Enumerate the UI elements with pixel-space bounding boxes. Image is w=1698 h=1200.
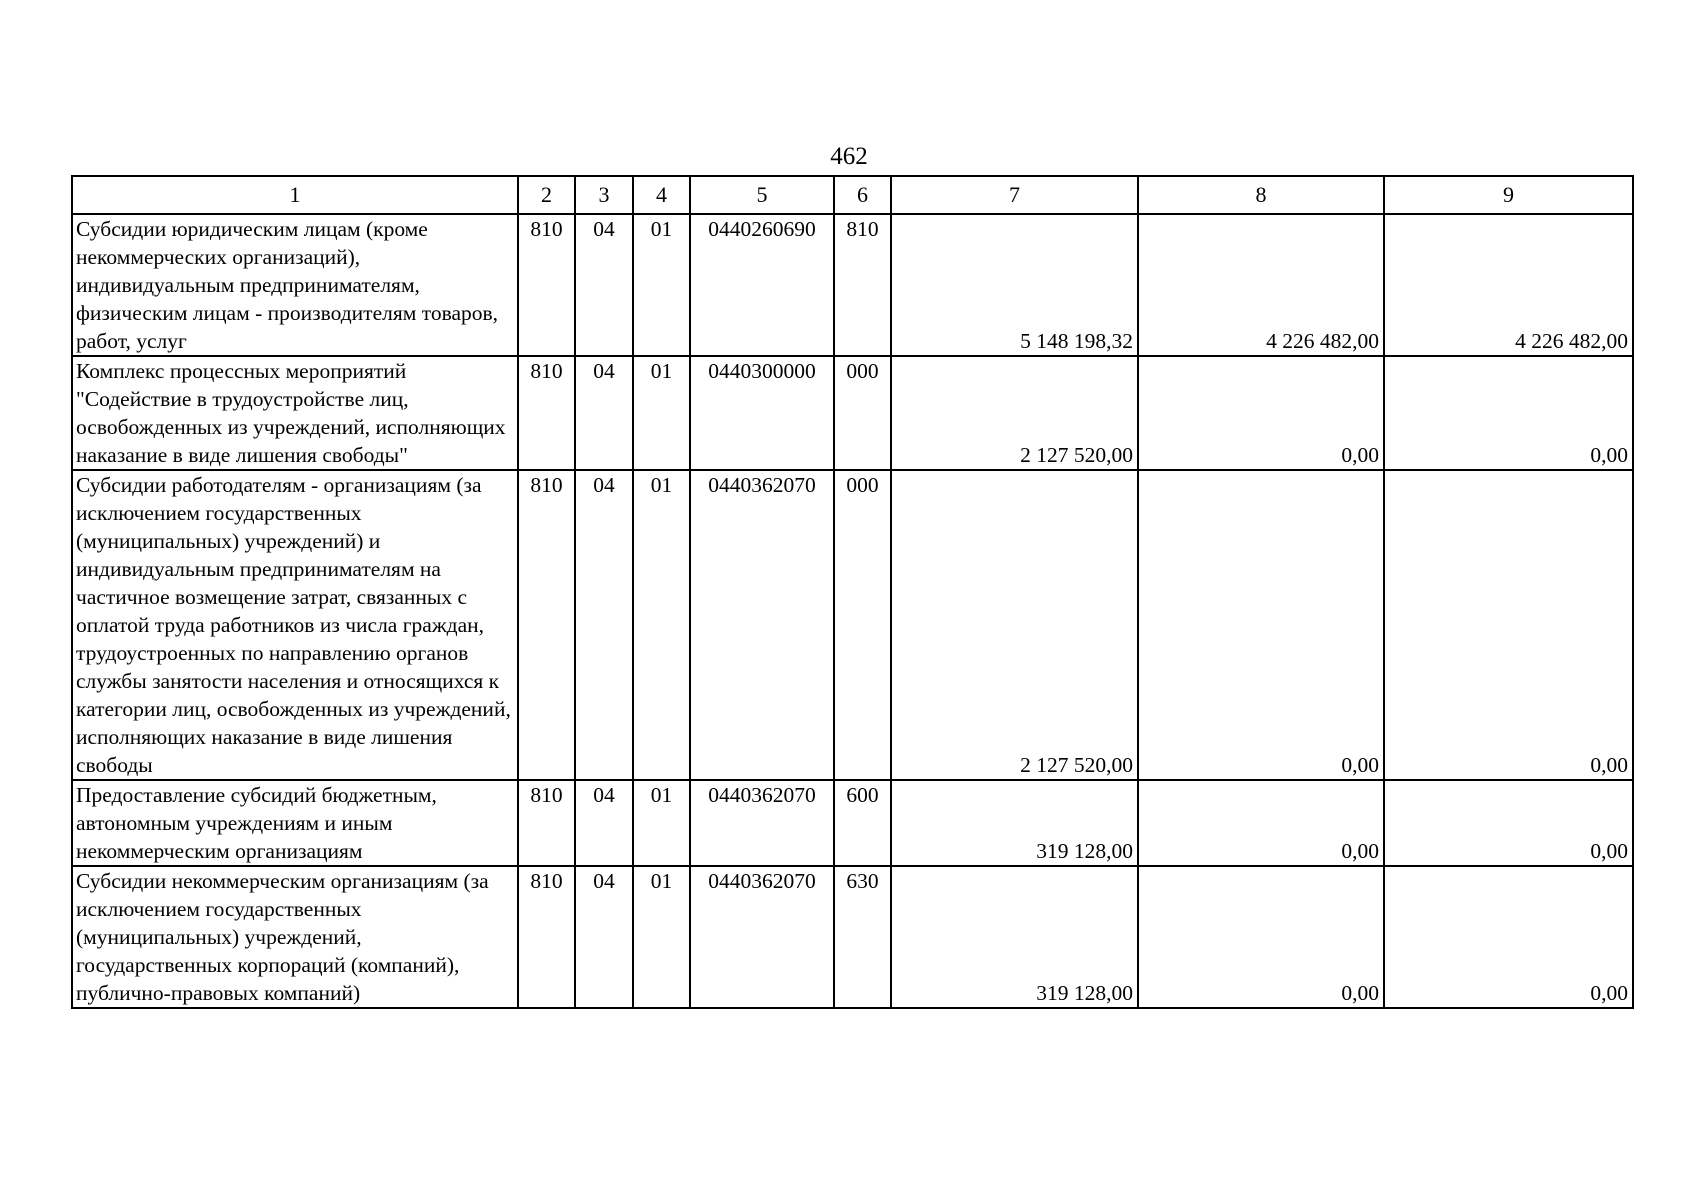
expense-type-code: 600 <box>834 780 891 866</box>
table-row <box>72 780 1633 866</box>
section-code: 04 <box>575 214 633 356</box>
table-row <box>72 214 1633 356</box>
amount-col8: 0,00 <box>1138 356 1384 470</box>
expense-name: Предоставление субсидий бюджетным, автономным учреждениям и иным некоммерческим организациям <box>72 780 518 866</box>
table-header-row <box>72 176 1633 214</box>
expense-name: Комплекс процессных мероприятий "Содействие в трудоустройстве лиц, освобожденных из учреждений, исполняющих наказание в виде лишения свободы" <box>72 356 518 470</box>
amount-col9: 0,00 <box>1384 356 1633 470</box>
amount-col7: 5 148 198,32 <box>891 214 1138 356</box>
section-code: 04 <box>575 470 633 780</box>
ministry-code: 810 <box>518 866 575 1008</box>
amount-col7: 2 127 520,00 <box>891 470 1138 780</box>
table-row <box>72 866 1633 1008</box>
subsection-code: 01 <box>633 470 690 780</box>
column-header-8: 8 <box>1138 176 1384 214</box>
ministry-code: 810 <box>518 214 575 356</box>
expense-name: Субсидии работодателям - организациям (за исключением государственных (муниципальных) учреждений) и индивидуальным предпринимателям на частичное возмещение затрат, связанных с оплатой труда работников из числа граждан, трудоустроенных по направлению органов службы занятости населения и относящихся к категории лиц, освобожденных из учреждений, исполняющих наказание в виде лишения свободы <box>72 470 518 780</box>
amount-col8: 4 226 482,00 <box>1138 214 1384 356</box>
expense-type-code: 630 <box>834 866 891 1008</box>
section-code: 04 <box>575 866 633 1008</box>
ministry-code: 810 <box>518 780 575 866</box>
expense-type-code: 810 <box>834 214 891 356</box>
subsection-code: 01 <box>633 214 690 356</box>
column-header-1: 1 <box>72 176 518 214</box>
amount-col7: 319 128,00 <box>891 866 1138 1008</box>
amount-col7: 2 127 520,00 <box>891 356 1138 470</box>
amount-col9: 0,00 <box>1384 866 1633 1008</box>
ministry-code: 810 <box>518 356 575 470</box>
expense-type-code: 000 <box>834 470 891 780</box>
target-article-code: 0440362070 <box>690 470 834 780</box>
amount-col8: 0,00 <box>1138 866 1384 1008</box>
section-code: 04 <box>575 780 633 866</box>
column-header-4: 4 <box>633 176 690 214</box>
target-article-code: 0440362070 <box>690 866 834 1008</box>
target-article-code: 0440300000 <box>690 356 834 470</box>
subsection-code: 01 <box>633 780 690 866</box>
column-header-9: 9 <box>1384 176 1633 214</box>
amount-col8: 0,00 <box>1138 780 1384 866</box>
column-header-6: 6 <box>834 176 891 214</box>
section-code: 04 <box>575 356 633 470</box>
amount-col9: 4 226 482,00 <box>1384 214 1633 356</box>
subsection-code: 01 <box>633 356 690 470</box>
amount-col7: 319 128,00 <box>891 780 1138 866</box>
target-article-code: 0440362070 <box>690 780 834 866</box>
amount-col9: 0,00 <box>1384 470 1633 780</box>
ministry-code: 810 <box>518 470 575 780</box>
amount-col9: 0,00 <box>1384 780 1633 866</box>
page-number: 462 <box>830 143 868 170</box>
column-header-2: 2 <box>518 176 575 214</box>
target-article-code: 0440260690 <box>690 214 834 356</box>
subsection-code: 01 <box>633 866 690 1008</box>
expense-name: Субсидии некоммерческим организациям (за исключением государственных (муниципальных) учреждений, государственных корпораций (компаний), публично-правовых компаний) <box>72 866 518 1008</box>
expense-name: Субсидии юридическим лицам (кроме некоммерческих организаций), индивидуальным предпринимателям, физическим лицам - производителям товаров, работ, услуг <box>72 214 518 356</box>
table-row <box>72 356 1633 470</box>
table-row <box>72 470 1633 780</box>
column-header-5: 5 <box>690 176 834 214</box>
column-header-3: 3 <box>575 176 633 214</box>
expense-type-code: 000 <box>834 356 891 470</box>
amount-col8: 0,00 <box>1138 470 1384 780</box>
column-header-7: 7 <box>891 176 1138 214</box>
budget-table <box>71 175 1634 1009</box>
